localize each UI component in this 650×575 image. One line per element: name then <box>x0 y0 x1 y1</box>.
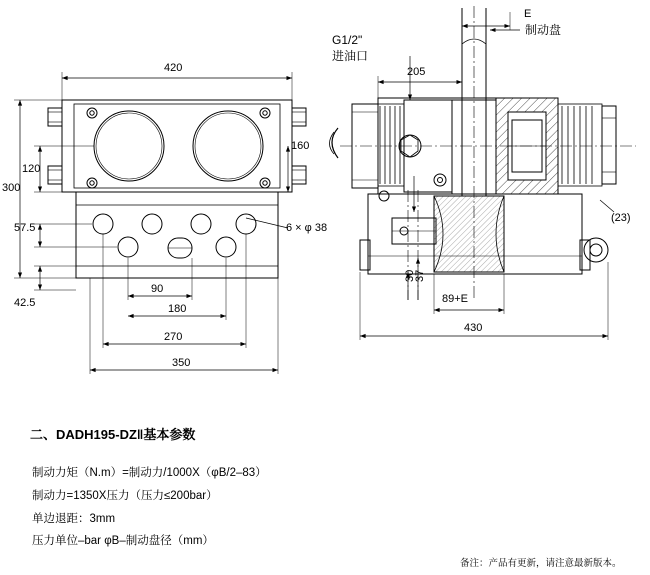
dim-160: 160 <box>291 140 310 152</box>
dim-350: 350 <box>172 357 191 369</box>
dim-180: 180 <box>168 303 187 315</box>
dim-30: 30 <box>404 269 416 282</box>
dim-90: 90 <box>151 283 164 295</box>
dim-205: 205 <box>407 66 426 78</box>
spec-line-3: 单边退距：3mm <box>32 513 116 525</box>
footer-note: 备注：产品有更新，请注意最新版本。 <box>460 558 622 569</box>
port-label: G1/2" <box>332 33 363 47</box>
dim-89-plus-e: 89+E <box>442 293 468 305</box>
label-e: E <box>524 8 532 20</box>
spec-line-4: 压力单位–bar φB–制动盘径（mm） <box>32 535 214 547</box>
dim-430: 430 <box>464 322 483 334</box>
dim-120: 120 <box>22 163 41 175</box>
dim-37: 37 <box>414 269 426 282</box>
dim-300: 300 <box>2 182 21 194</box>
dim-270: 270 <box>164 331 183 343</box>
spec-heading: 二、DADH195-DZ‖基本参数 <box>30 427 196 442</box>
dim-420: 420 <box>164 62 183 74</box>
port-sublabel: 进油口 <box>332 49 369 63</box>
brake-disc-label: 制动盘 <box>525 23 562 37</box>
holes-callout: 6 × φ 38 <box>286 222 328 234</box>
dim-42-5: 42.5 <box>14 297 36 309</box>
dim-57-5: 57.5 <box>14 222 36 234</box>
part-number-23: (23) <box>611 212 631 224</box>
spec-line-2: 制动力=1350X压力（压力≤200bar） <box>32 490 218 502</box>
spec-line-1: 制动力矩（N.m）=制动力/1000X（φB/2–83） <box>32 467 267 479</box>
